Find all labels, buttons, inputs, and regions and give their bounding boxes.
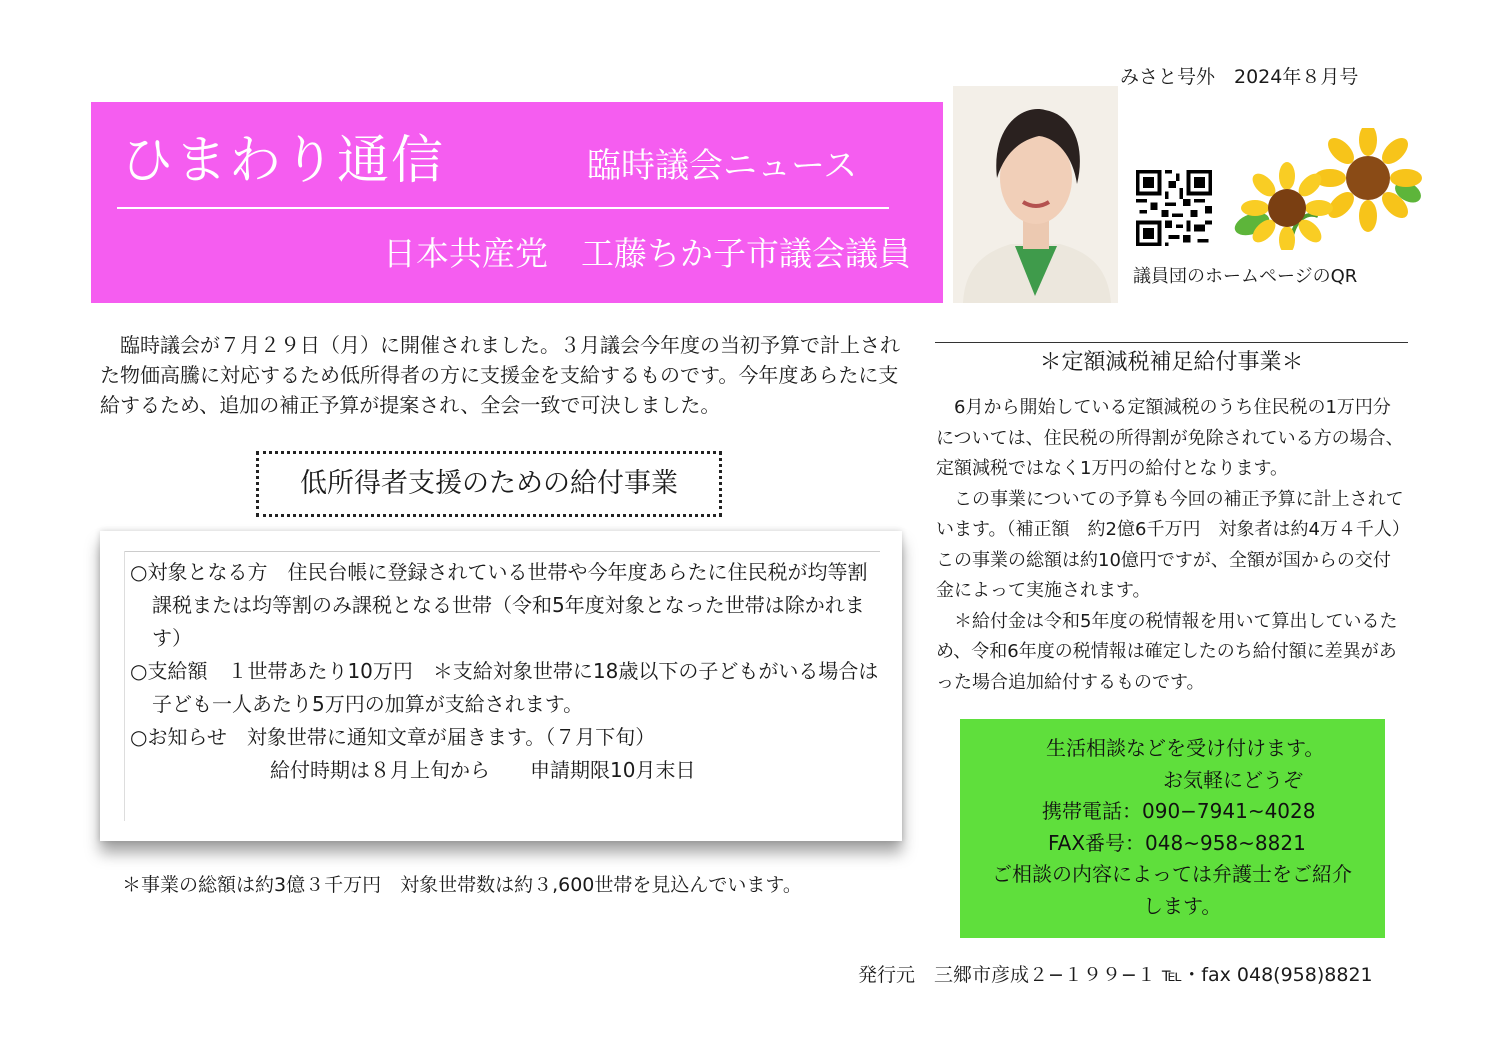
publisher-footer: 発行元 三郷市彦成２−１９９−１ ℡・fax 048(958)8821 <box>858 964 1373 986</box>
party-member-line: 日本共産党 工藤ちか子市議会議員 <box>383 234 911 273</box>
notice-item: ○お知らせ 対象世帯に通知文章が届きます。（７月下旬） <box>130 725 656 749</box>
newsletter-subtitle: 臨時議会ニュース <box>587 146 858 186</box>
section-title-box: 低所得者支援のための給付事業 <box>256 451 722 517</box>
target-households-item: ○対象となる方 住民台帳に登録されている世帯や今年度あらたに住民税が均等割課税または均等割のみ課税となる世帯（令和5年度対象となった世帯は除かれます） <box>130 560 868 650</box>
tax-paragraph-2: この事業についての予算も今回の補正予算に計上されています。（補正額 約2億6千万円 対象者は約4万４千人）この事業の総額は約10億円ですが、全額が国からの交付金によって実施されます。 <box>936 488 1404 601</box>
fax-number[interactable]: FAX番号：048~958~8821 <box>1048 830 1306 855</box>
right-column-rule <box>935 342 1408 343</box>
tax-cut-supplement-heading: ＊定額減税補足給付事業＊ <box>1039 350 1304 375</box>
consultation-box <box>960 719 1385 938</box>
intro-paragraph: 臨時議会が７月２９日（月）に開催されました。３月議会今年度の当初予算で計上された物価高騰に対応するため低所得者の方に支援金を支給するものです。今年度あらたに支給するため、追加の補正予算が提案され、全会一致で可決しました。 <box>100 333 900 417</box>
notice-schedule: 給付時期は８月上旬から 申請期限10月末日 <box>270 758 696 782</box>
sunflower-icon <box>1232 128 1422 250</box>
tax-paragraph-1: 6月から開始している定額減税のうち住民税の1万円分については、住民税の所得割が免除されている方の場合、定額減税ではなく1万円の給付となります。 <box>936 397 1404 479</box>
banner-divider <box>117 207 889 209</box>
masthead-banner <box>91 102 943 303</box>
card-top-rule <box>124 551 880 552</box>
card-left-rule <box>124 551 125 821</box>
mobile-phone[interactable]: 携帯電話：090−7941~4028 <box>1042 799 1316 823</box>
qr-caption: 議員団のホームページのQR <box>1133 266 1358 287</box>
qr-code-icon[interactable] <box>1136 170 1212 246</box>
program-total-note: ＊事業の総額は約3億３千万円 対象世帯数は約３,600世帯を見込んでいます。 <box>122 874 802 896</box>
consult-intro: 生活相談などを受け付けます。 <box>1046 736 1325 760</box>
tax-cut-supplement-body <box>936 393 1406 698</box>
lawyer-referral: ご相談の内容によっては弁護士をご紹介 <box>992 862 1352 886</box>
benefit-details-card <box>100 531 902 841</box>
issue-line: みさと号外 2024年８月号 <box>1120 66 1359 88</box>
portrait-illustration <box>953 86 1118 303</box>
lawyer-referral-end: します。 <box>1143 893 1222 918</box>
newsletter-title: ひまわり通信 <box>121 131 446 191</box>
councillor-portrait <box>953 86 1118 303</box>
tax-paragraph-3: ＊給付金は令和5年度の税情報を用いて算出しているため、令和6年度の税情報は確定したのち給付額に差異があった場合追加給付するものです。 <box>936 610 1398 693</box>
consult-welcome: お気軽にどうぞ <box>1163 767 1303 792</box>
payment-amount-item: ○支給額 １世帯あたり10万円 ＊支給対象世帯に18歳以下の子どもがいる場合は子ども一人あたり5万円の加算が支給されます。 <box>130 659 879 716</box>
